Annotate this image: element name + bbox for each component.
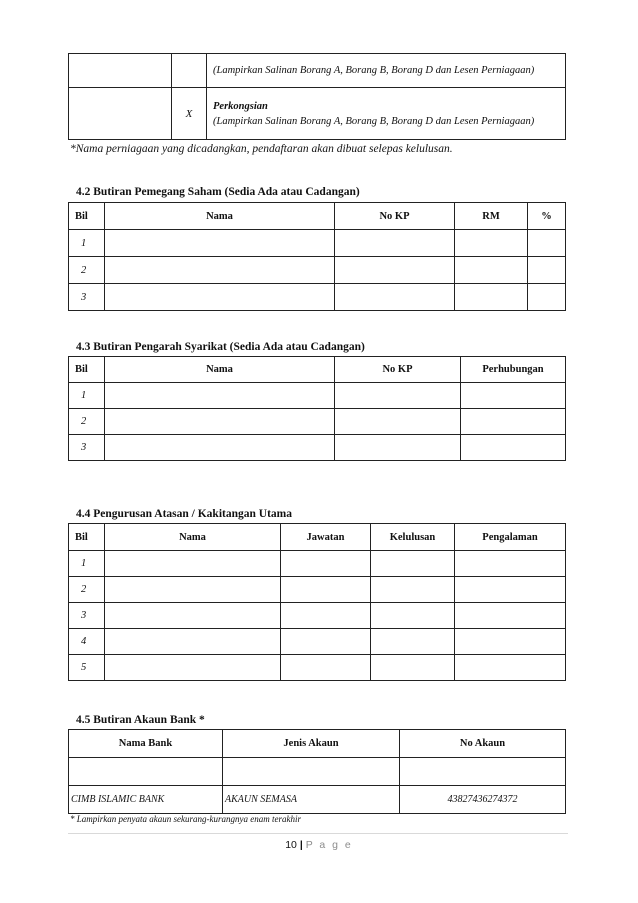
mark-cell bbox=[172, 54, 207, 88]
bank-account-table bbox=[68, 729, 566, 814]
table-row bbox=[69, 284, 566, 311]
table-row bbox=[69, 551, 566, 577]
bank-statement-note: * Lampirkan penyata akaun sekurang-kurangnya enam terakhir bbox=[70, 814, 301, 824]
table-row bbox=[69, 409, 566, 435]
table-row bbox=[69, 230, 566, 257]
page-footer bbox=[0, 839, 638, 851]
col-no-akaun: No Akaun bbox=[400, 730, 566, 758]
table-row bbox=[69, 758, 566, 786]
row-number: 3 bbox=[69, 435, 105, 461]
section-4-3-title: 4.3 Butiran Pengarah Syarikat (Sedia Ada atau Cadangan) bbox=[76, 341, 365, 353]
shareholders-table bbox=[68, 202, 566, 311]
section-4-2-title: 4.2 Butiran Pemegang Saham (Sedia Ada atau Cadangan) bbox=[76, 186, 360, 198]
table-row bbox=[69, 655, 566, 681]
col-bil: Bil bbox=[69, 524, 105, 551]
table-row bbox=[69, 786, 566, 814]
col-percent: % bbox=[528, 203, 566, 230]
business-type-table bbox=[68, 53, 566, 140]
page-number: 10 bbox=[285, 839, 297, 851]
business-name-note: *Nama perniagaan yang dicadangkan, pendaftaran akan dibuat selepas kelulusan. bbox=[70, 143, 453, 155]
attachment-note-1: (Lampirkan Salinan Borang A, Borang B, Borang D dan Lesen Perniagaan) bbox=[207, 54, 566, 88]
row-number: 3 bbox=[69, 603, 105, 629]
row-number: 4 bbox=[69, 629, 105, 655]
col-jenis-akaun: Jenis Akaun bbox=[223, 730, 400, 758]
directors-table bbox=[68, 356, 566, 461]
table-row bbox=[69, 629, 566, 655]
row-number: 1 bbox=[69, 551, 105, 577]
row-number: 3 bbox=[69, 284, 105, 311]
footer-separator: | bbox=[299, 839, 303, 851]
col-perhubungan: Perhubungan bbox=[461, 357, 566, 383]
col-no-kp: No KP bbox=[335, 357, 461, 383]
section-4-4-title: 4.4 Pengurusan Atasan / Kakitangan Utama bbox=[76, 508, 292, 520]
row-number: 1 bbox=[69, 383, 105, 409]
management-table bbox=[68, 523, 566, 681]
col-pengalaman: Pengalaman bbox=[455, 524, 566, 551]
attachment-note-2: (Lampirkan Salinan Borang A, Borang B, Borang D dan Lesen Perniagaan) bbox=[213, 115, 535, 127]
section-4-5-title: 4.5 Butiran Akaun Bank * bbox=[76, 714, 205, 726]
col-no-kp: No KP bbox=[335, 203, 455, 230]
col-bil: Bil bbox=[69, 203, 105, 230]
col-bil: Bil bbox=[69, 357, 105, 383]
partnership-heading: Perkongsian bbox=[213, 100, 268, 112]
footer-divider bbox=[68, 833, 568, 834]
row-number: 2 bbox=[69, 409, 105, 435]
col-nama: Nama bbox=[105, 203, 335, 230]
page-label: P a g e bbox=[305, 839, 353, 851]
col-kelulusan: Kelulusan bbox=[371, 524, 455, 551]
col-jawatan: Jawatan bbox=[281, 524, 371, 551]
empty-cell bbox=[69, 54, 172, 88]
table-row bbox=[69, 383, 566, 409]
table-row bbox=[69, 603, 566, 629]
account-type: AKAUN SEMASA bbox=[223, 786, 400, 814]
bank-name: CIMB ISLAMIC BANK bbox=[69, 786, 223, 814]
table-row bbox=[69, 435, 566, 461]
empty-cell bbox=[69, 88, 172, 140]
selected-mark: X bbox=[172, 88, 207, 140]
table-row bbox=[69, 257, 566, 284]
row-number: 1 bbox=[69, 230, 105, 257]
row-number: 2 bbox=[69, 257, 105, 284]
col-rm: RM bbox=[455, 203, 528, 230]
row-number: 2 bbox=[69, 577, 105, 603]
col-nama: Nama bbox=[105, 357, 335, 383]
row-number: 5 bbox=[69, 655, 105, 681]
account-number: 43827436274372 bbox=[400, 786, 566, 814]
col-nama: Nama bbox=[105, 524, 281, 551]
col-nama-bank: Nama Bank bbox=[69, 730, 223, 758]
table-row bbox=[69, 577, 566, 603]
